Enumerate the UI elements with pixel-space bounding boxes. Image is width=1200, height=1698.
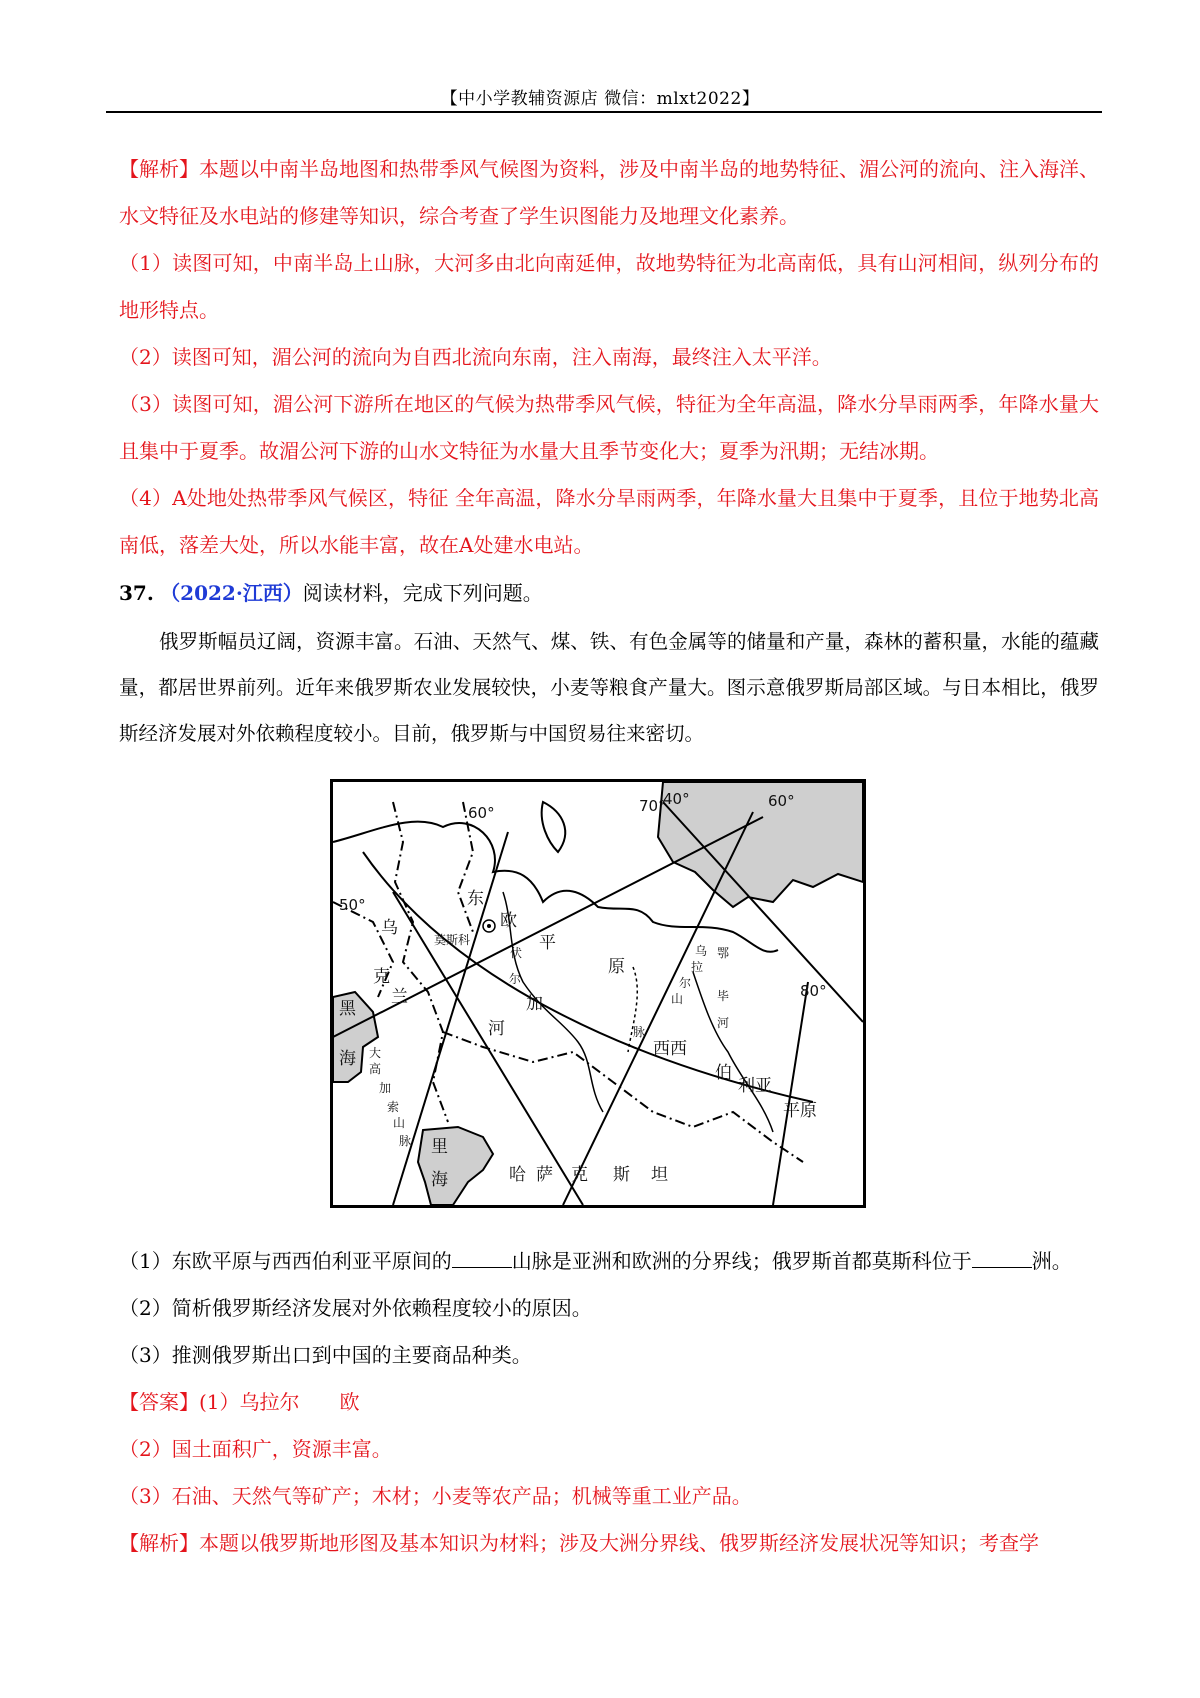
label-ukraine-2: 克 [373, 967, 390, 987]
sub-question-2: （2）简析俄罗斯经济发展对外依赖程度较小的原因。 [119, 1296, 592, 1320]
question-material: 俄罗斯幅员辽阔，资源丰富。石油、天然气、煤、铁、有色金属等的储量和产量，森林的蓄积量，水能的蕴藏量，都居世界前列。近年来俄罗斯农业发展较快，小麦等粮食产量大。图示意俄罗斯局部区域。与日本相比，俄罗斯经济发展对外依赖程度较小。目前，俄罗斯与中国贸易往来密切。 [119, 630, 1099, 745]
label-kazakhstan-5: 坦 [651, 1165, 668, 1185]
label-caucasus-5: 山 [393, 1116, 406, 1130]
moscow-symbol-dot [487, 924, 491, 928]
label-caucasus-1: 大 [369, 1046, 382, 1060]
caspian-sea-shape [418, 1127, 493, 1205]
analysis-37 [119, 1520, 1099, 1567]
grid-label-50: 50° [339, 896, 366, 914]
russia-map-figure [330, 779, 866, 1208]
answer-2: （2）国土面积广，资源丰富。 [119, 1437, 392, 1461]
label-east-europe-4: 原 [608, 957, 625, 977]
sub-question-1-part-b: 山脉是亚洲和欧洲的分界线；俄罗斯首都莫斯科位于 [511, 1249, 972, 1273]
sub-question-1 [119, 1238, 1099, 1285]
label-caucasus-6: 脉 [399, 1134, 412, 1148]
answer-1-a: 乌拉尔 [239, 1390, 300, 1414]
moscow-label: 莫斯科 [434, 933, 471, 947]
russia-map-drawing [333, 782, 863, 1205]
question-37-heading [119, 570, 1099, 617]
label-caucasus-2: 高 [369, 1062, 382, 1076]
analysis-36-part4: （4）A处地处热带季风气候区，特征 全年高温，降水分旱雨两季，年降水量大且集中于夏季，且位于地势北高南低，落差大处，所以水能丰富，故在A处建水电站。 [119, 486, 1099, 557]
answer-blank-1[interactable] [452, 1249, 512, 1268]
label-volga-3: 加 [526, 994, 543, 1014]
label-ob-3: 河 [717, 1016, 730, 1030]
grid-label-60-left: 60° [468, 804, 495, 822]
grid-label-70: 70° [639, 797, 666, 815]
grid-label-80: 80° [800, 982, 827, 1000]
answer-label: 【答案】 [119, 1390, 199, 1414]
label-ural-1: 乌 [695, 944, 708, 958]
answer-3: （3）石油、天然气等矿产；木材；小麦等农产品；机械等重工业产品。 [119, 1484, 752, 1508]
label-ural-4: 山 [671, 992, 684, 1006]
label-ukraine-1: 乌 [381, 918, 398, 938]
answer-1-number: (1） [199, 1390, 240, 1414]
answer-1 [119, 1379, 1099, 1426]
label-east-europe-3: 平 [539, 933, 556, 953]
label-ural-3: 尔 [679, 976, 692, 990]
question-prompt: 阅读材料，完成下列问题。 [302, 581, 543, 605]
analysis-36-part1: （1）读图可知，中南半岛上山脉，大河多由北向南延伸，故地势特征为北高南低，具有山河相间，纵列分布的地形特点。 [119, 251, 1099, 322]
label-volga-4: 河 [488, 1019, 505, 1039]
answer-blank-2[interactable] [972, 1249, 1032, 1268]
label-caucasus-3: 加 [379, 1081, 392, 1095]
question-source: （2022·江西） [160, 581, 303, 605]
label-black-sea-2: 海 [339, 1049, 356, 1069]
question-number: 37. [119, 581, 154, 605]
label-volga-2: 尔 [509, 972, 522, 986]
label-west-siberia-1: 西西 [653, 1039, 687, 1059]
label-kazakhstan-2: 萨 [536, 1165, 553, 1185]
label-west-siberia-3: 利亚 [738, 1076, 772, 1096]
label-kazakhstan-4: 斯 [613, 1165, 630, 1185]
analysis-36-part2: （2）读图可知，湄公河的流向为自西北流向东南，注入南海，最终注入太平洋。 [119, 345, 832, 369]
label-ob-2: 毕 [717, 989, 730, 1003]
label-caucasus-4: 索 [387, 1100, 400, 1114]
analysis-text: 本题以俄罗斯地形图及基本知识为材料；涉及大洲分界线、俄罗斯经济发展状况等知识；考查学 [199, 1531, 1039, 1555]
header-divider [106, 111, 1102, 113]
sub-question-1-part-a: （1）东欧平原与西西伯利亚平原间的 [119, 1249, 452, 1273]
label-west-siberia-2: 伯 [715, 1063, 732, 1083]
label-caspian-2: 海 [431, 1170, 448, 1190]
sub-question-3: （3）推测俄罗斯出口到中国的主要商品种类。 [119, 1343, 532, 1367]
label-ural-5: 脉 [633, 1025, 646, 1039]
analysis-label: 【解析】 [119, 1531, 199, 1555]
ob-river [693, 972, 773, 1132]
label-ukraine-3: 兰 [391, 987, 408, 1007]
label-kazakhstan-1: 哈 [509, 1165, 526, 1185]
white-sea-shape [542, 802, 566, 852]
grid-label-60-right: 60° [768, 792, 795, 810]
sub-question-1-part-c: 洲。 [1031, 1249, 1072, 1273]
analysis-36-intro: 【解析】本题以中南半岛地图和热带季风气候图为资料，涉及中南半岛的地势特征、湄公河的流向、注入海洋、水文特征及水电站的修建等知识，综合考查了学生识图能力及地理文化素养。 [119, 157, 1099, 228]
label-east-europe-1: 东 [467, 889, 484, 909]
label-volga-1: 伏 [510, 946, 523, 960]
label-ob-1: 鄂 [717, 946, 730, 960]
label-ural-2: 拉 [691, 960, 704, 974]
label-kazakhstan-3: 克 [571, 1165, 588, 1185]
label-caspian-1: 里 [431, 1137, 448, 1157]
analysis-36-part3: （3）读图可知，湄公河下游所在地区的气候为热带季风气候，特征为全年高温，降水分旱雨两季，年降水量大且集中于夏季。故湄公河下游的山水文特征为水量大且季节变化大；夏季为汛期；无结冰期。 [119, 392, 1099, 463]
label-east-europe-2: 欧 [500, 911, 517, 931]
label-west-siberia-4: 平原 [783, 1101, 817, 1121]
page-header: 【中小学教辅资源店 微信：mlxt2022】 [440, 89, 760, 109]
answer-1-b: 欧 [339, 1390, 360, 1414]
grid-label-40: 40° [663, 790, 690, 808]
label-black-sea-1: 黑 [339, 999, 356, 1019]
